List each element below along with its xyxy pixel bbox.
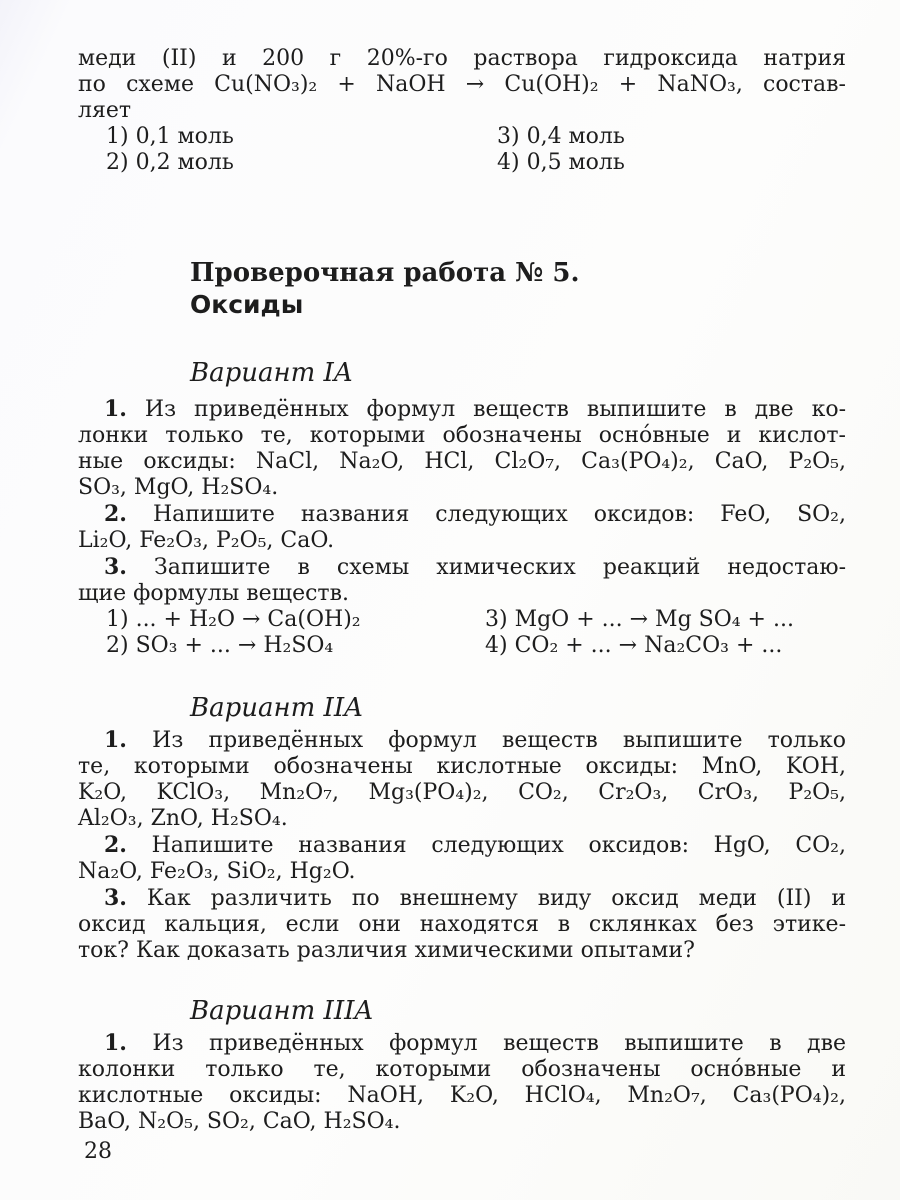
variant-3-title: Вариант IIIA: [190, 996, 374, 1026]
variant-3-question-1: [78, 1030, 846, 1135]
answer-options: [78, 124, 846, 176]
worksheet-heading: [190, 258, 846, 320]
reaction-scheme-4: 4) CO₂ + ... → Na₂CO₃ + ...: [485, 633, 783, 658]
text-line: [78, 727, 846, 754]
question-number: 2.: [104, 832, 127, 858]
text-line: ляет: [78, 98, 132, 123]
variant-1-question-2: [78, 501, 846, 554]
answer-option-row: [78, 150, 846, 176]
question-number: 3.: [104, 554, 127, 580]
variant-1-question-1: [78, 396, 846, 501]
text-line: ток? Как доказать различия химическими опытами?: [78, 938, 695, 963]
reaction-scheme-2: 2) SO₃ + ... → H₂SO₄: [106, 633, 334, 658]
question-number: 1.: [104, 727, 127, 753]
text-line: [78, 832, 846, 859]
reaction-scheme-row: [78, 633, 846, 659]
worksheet-subtitle: Оксиды: [190, 290, 304, 319]
text-line: [78, 554, 846, 581]
text-line: щие формулы веществ.: [78, 581, 349, 606]
question-text: Напишите названия следующих оксидов: FeO, SO₂,: [152, 502, 846, 527]
text-line: Li₂O, Fe₂O₃, P₂O₅, CaO.: [78, 528, 335, 553]
question-number: 1.: [104, 1030, 127, 1056]
text-line: [78, 396, 846, 423]
text-line: Na₂O, Fe₂O₃, SiO₂, Hg₂O.: [78, 859, 356, 884]
worksheet-title: Проверочная работа № 5.: [190, 258, 580, 288]
answer-option-3: 3) 0,4 моль: [497, 124, 625, 149]
reaction-schemes: [78, 607, 846, 659]
text-line: меди (II) и 200 г 20%-го раствора гидроксида натрия: [78, 46, 846, 71]
question-text: Напишите названия следующих оксидов: HgO, CO₂,: [151, 833, 846, 858]
text-line: K₂O, KClO₃, Mn₂O₇, Mg₃(PO₄)₂, CO₂, Cr₂O₃, CrO₃, P₂O₅,: [78, 780, 846, 805]
question-text: Из приведённых формул веществ выпишите в две: [152, 1031, 846, 1056]
question-number: 3.: [104, 885, 127, 911]
question-number: 1.: [104, 396, 127, 422]
text-line: те, которыми обозначены кислотные оксиды: MnO, KOH,: [78, 754, 846, 779]
question-text: Запишите в схемы химических реакций недостаю-: [154, 555, 846, 580]
variant-1-question-3: [78, 554, 846, 607]
question-text: Как различить по внешнему виду оксид меди (II) и: [146, 886, 846, 911]
variant-2-question-3: [78, 885, 846, 964]
variant-2-question-1: [78, 727, 846, 832]
answer-option-4: 4) 0,5 моль: [497, 150, 625, 175]
page-number: 28: [84, 1139, 112, 1164]
question-number: 2.: [104, 501, 127, 527]
page-content: [78, 46, 846, 1135]
intro-paragraph: [78, 46, 846, 124]
reaction-scheme-3: 3) MgO + ... → Mg SO₄ + ...: [485, 607, 794, 632]
text-line: [78, 885, 846, 912]
question-text: Из приведённых формул веществ выпишите в две ко-: [144, 397, 846, 422]
text-line: оксид кальция, если они находятся в склянках без этике-: [78, 912, 846, 937]
reaction-scheme-1: 1) ... + H₂O → Ca(OH)₂: [106, 607, 361, 632]
text-line: по схеме Cu(NO₃)₂ + NaOH → Cu(OH)₂ + NaNO₃, состав-: [78, 72, 846, 97]
variant-2-question-2: [78, 832, 846, 885]
text-line: ные оксиды: NaCl, Na₂O, HCl, Cl₂O₇, Ca₃(PO₄)₂, CaO, P₂O₅,: [78, 449, 846, 474]
text-line: колонки только те, которыми обозначены осно́вные и: [78, 1057, 846, 1082]
variant-1-title: Вариант IA: [190, 358, 353, 388]
text-line: [78, 501, 846, 528]
text-line: BaO, N₂O₅, SO₂, CaO, H₂SO₄.: [78, 1109, 401, 1134]
text-line: [78, 1030, 846, 1057]
variant-2-title: Вариант IIA: [190, 693, 363, 723]
answer-option-row: [78, 124, 846, 150]
reaction-scheme-row: [78, 607, 846, 633]
answer-option-1: 1) 0,1 моль: [106, 124, 234, 149]
text-line: лонки только те, которыми обозначены осно́вные и кислот-: [78, 423, 846, 448]
text-line: SO₃, MgO, H₂SO₄.: [78, 475, 279, 500]
text-line: Al₂O₃, ZnO, H₂SO₄.: [78, 806, 288, 831]
answer-option-2: 2) 0,2 моль: [106, 150, 234, 175]
text-line: кислотные оксиды: NaOH, K₂O, HClO₄, Mn₂O₇, Ca₃(PO₄)₂,: [78, 1083, 846, 1108]
question-text: Из приведённых формул веществ выпишите только: [152, 728, 846, 753]
